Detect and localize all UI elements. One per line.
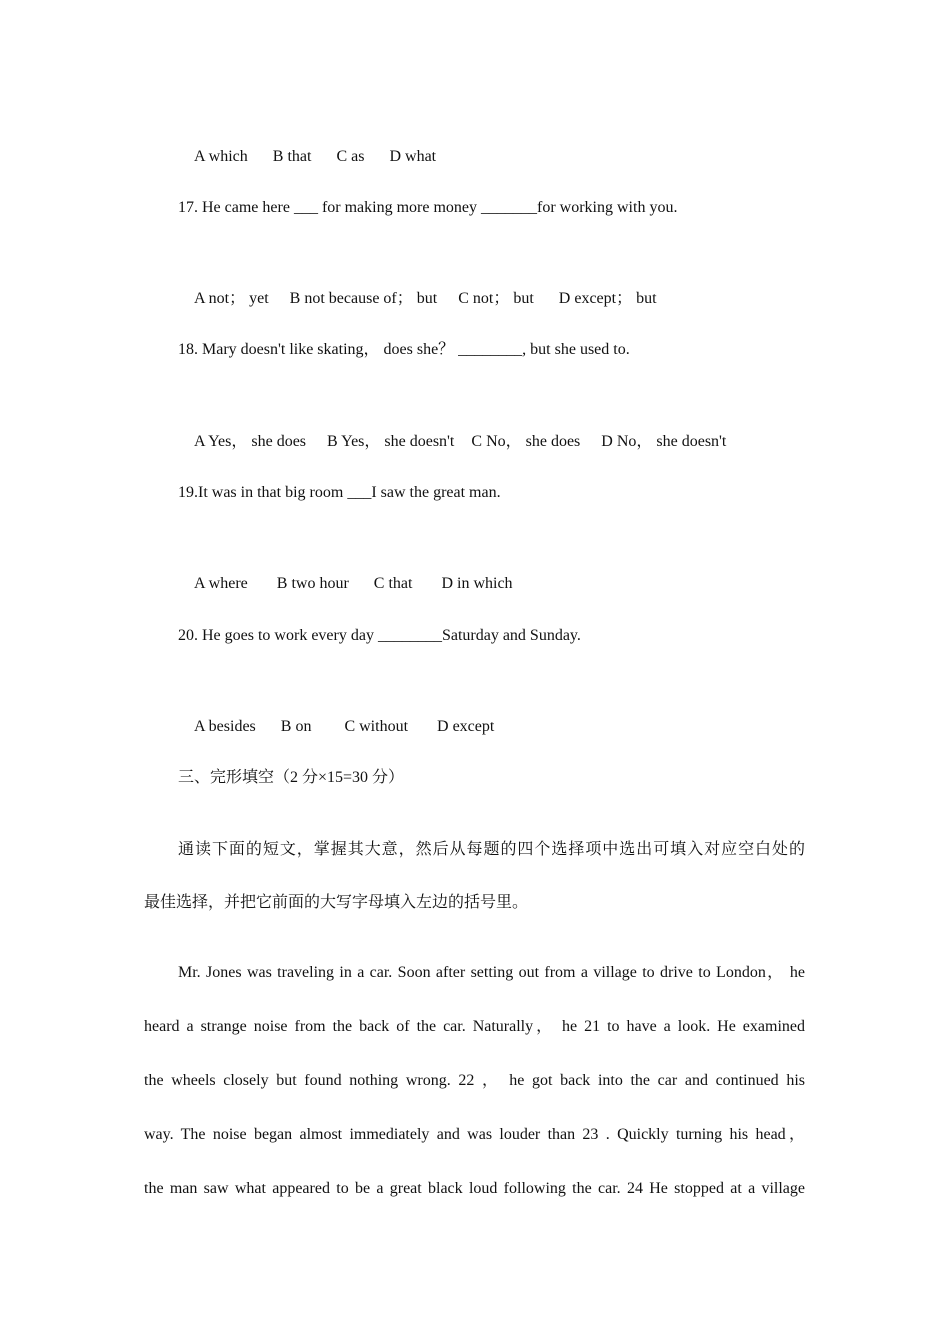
passage-line-2: heard a strange noise from the back of the car. Naturally， he 21 to have a look. He examined xyxy=(144,1018,805,1035)
q17-option-b: B not because of； but xyxy=(289,290,438,307)
q16-options xyxy=(178,127,436,187)
instructions-line-1: 通读下面的短文，掌握其大意，然后从每题的四个选择项中选出可填入对应空白处的 xyxy=(178,841,805,858)
passage-line-4: way. The noise began almost immediately and was louder than 23 . Quickly turning his head， xyxy=(144,1126,805,1143)
q18-option-a: A Yes， she does xyxy=(194,433,307,450)
passage-line-3: the wheels closely but found nothing wrong. 22 ， he got back into the car and continued his xyxy=(144,1072,805,1089)
q19-option-c: C that xyxy=(373,575,413,592)
passage-line-5: the man saw what appeared to be a great black loud following the car. 24 He stopped at a village xyxy=(144,1180,805,1197)
q17-option-d: D except； but xyxy=(558,290,657,307)
q16-option-a: A which xyxy=(194,148,248,165)
q19-options xyxy=(178,554,513,614)
q18-option-c: C No， she does xyxy=(471,433,581,450)
cloze-passage xyxy=(144,963,805,1233)
q19-option-a: A where xyxy=(194,575,248,592)
q19-option-d: D in which xyxy=(441,575,513,592)
q17-options xyxy=(178,269,657,329)
q17-option-c: C not； but xyxy=(458,290,534,307)
q20-option-d: D except xyxy=(437,718,495,735)
passage-line-1: Mr. Jones was traveling in a car. Soon after setting out from a village to drive to London， he xyxy=(178,964,805,981)
section3-heading: 三、完形填空（2 分×15=30 分） xyxy=(178,769,405,786)
q19-option-b: B two hour xyxy=(276,575,349,592)
q19-stem: 19.It was in that big room ___I saw the great man. xyxy=(178,484,501,501)
q20-option-b: B on xyxy=(280,718,312,735)
q18-option-d: D No， she doesn't xyxy=(601,433,727,450)
q18-options xyxy=(178,412,726,472)
q16-option-d: D what xyxy=(389,148,437,165)
q16-option-b: B that xyxy=(272,148,312,165)
q17-stem: 17. He came here ___ for making more money _______for working with you. xyxy=(178,199,678,216)
q20-options xyxy=(178,697,494,757)
q20-stem: 20. He goes to work every day ________Saturday and Sunday. xyxy=(178,627,581,644)
q20-option-a: A besides xyxy=(194,718,256,735)
section3-instructions xyxy=(144,840,805,946)
instructions-line-2: 最佳选择，并把它前面的大写字母填入左边的括号里。 xyxy=(144,894,529,911)
q17-option-a: A not； yet xyxy=(194,290,269,307)
q16-option-c: C as xyxy=(336,148,365,165)
q18-option-b: B Yes， she doesn't xyxy=(327,433,455,450)
q20-option-c: C without xyxy=(344,718,409,735)
q18-stem: 18. Mary doesn't like skating， does she？ ________, but she used to. xyxy=(178,341,630,358)
